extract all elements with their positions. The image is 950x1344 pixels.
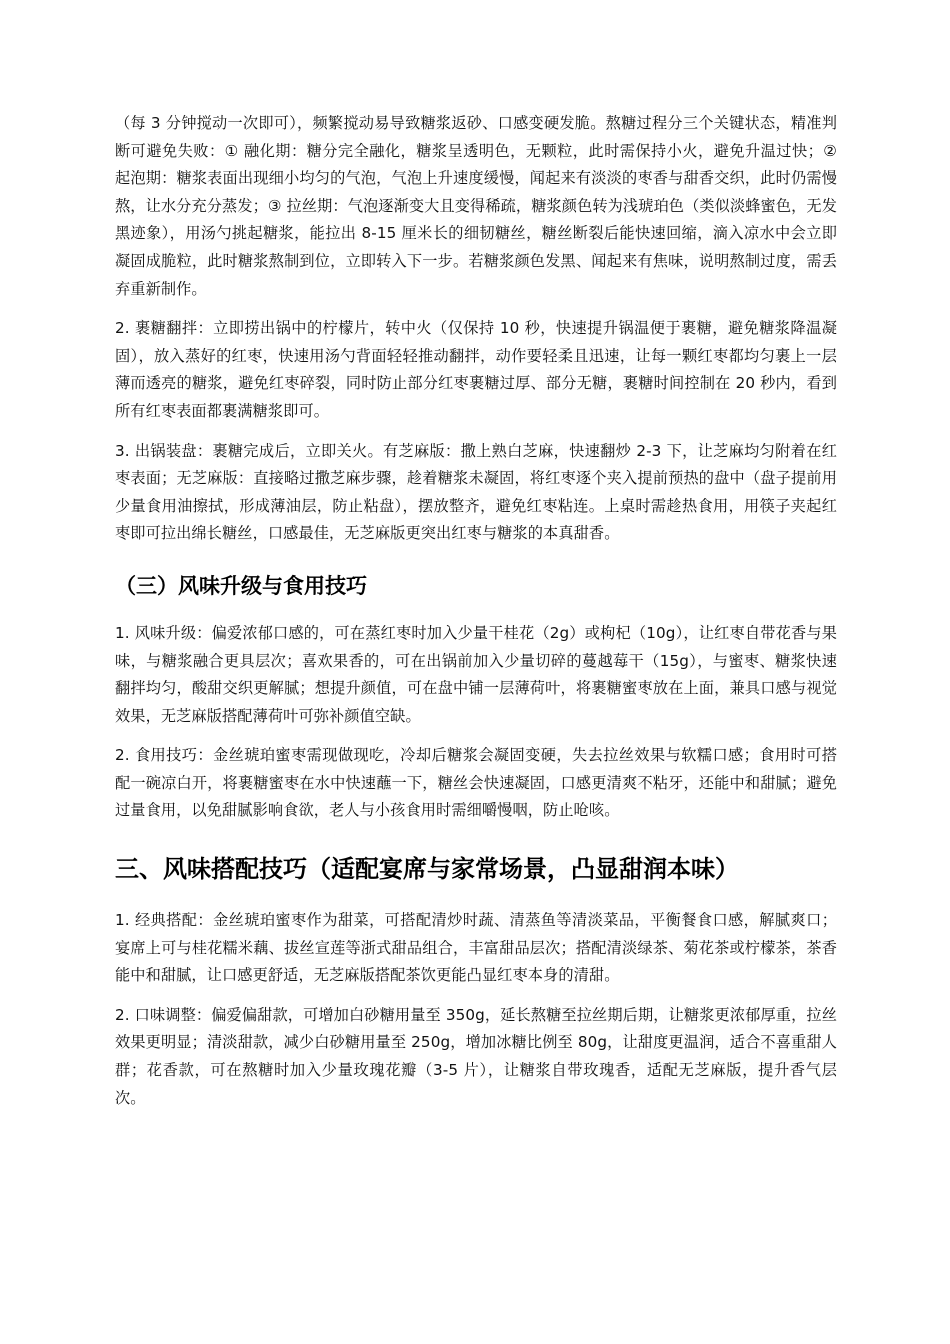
section-heading-flavor-upgrade: （三）风味升级与食用技巧	[115, 573, 367, 598]
paragraph-eating-tips: 2. 食用技巧：金丝琥珀蜜枣需现做现吃，冷却后糖浆会凝固变硬，失去拉丝效果与软糯口感；食用时可搭配一碗凉白开，将裹糖蜜枣在水中快速蘸一下，糖丝会快速凝固，口感更清爽不粘牙，还能中和甜腻；避免过量食用，以免甜腻影响食欲，老人与小孩食用时需细嚼慢咽，防止呛咳。	[115, 746, 837, 820]
paragraph-boiling-stages: （每 3 分钟搅动一次即可），频繁搅动易导致糖浆返砂、口感变硬发脆。熬糖过程分三个关键状态，精准判断可避免失败：① 融化期：糖分完全融化，糖浆呈透明色，无颗粒，此时需保持小火，避免升温过快；② 起泡期：糖浆表面出现细小均匀的气泡，气泡上升速度缓慢，闻起来有淡淡的枣香与甜香交织，此时仍需慢熬，让水分充分蒸发；③ 拉丝期：气泡逐渐变大且变得稀疏，糖浆颜色转为浅琥珀色（类似淡蜂蜜色，无发黑迹象），用汤勺挑起糖浆，能拉出 8-15 厘米长的细韧糖丝，糖丝断裂后能快速回缩，滴入凉水中会立即凝固成脆粒，此时糖浆熬制到位，立即转入下一步。若糖浆颜色发黑、闻起来有焦味，说明熬制过度，需丢弃重新制作。	[115, 114, 837, 298]
chapter-heading-flavor-pairing: 三、风味搭配技巧（适配宴席与家常场景，凸显甜润本味）	[115, 855, 739, 884]
document-page	[115, 110, 837, 1124]
paragraph-step-coating: 2. 裹糖翻拌：立即捞出锅中的柠檬片，转中火（仅保持 10 秒，快速提升锅温便于裹糖，避免糖浆降温凝固），放入蒸好的红枣，快速用汤勺背面轻轻推动翻拌，动作要轻柔且迅速，让每一颗红枣都均匀裹上一层薄而透亮的糖浆，避免红枣碎裂，同时防止部分红枣裹糖过厚、部分无糖，裹糖时间控制在 20 秒内，看到所有红枣表面都裹满糖浆即可。	[115, 319, 837, 420]
paragraph-taste-adjustment: 2. 口味调整：偏爱偏甜款，可增加白砂糖用量至 350g，延长熬糖至拉丝期后期，让糖浆更浓郁厚重，拉丝效果更明显；清淡甜款，减少白砂糖用量至 250g，增加冰糖比例至 80g，让甜度更温润，适合不喜重甜人群；花香款，可在熬糖时加入少量玫瑰花瓣（3-5 片），让糖浆自带玫瑰香，适配无芝麻版，提升香气层次。	[115, 1005, 837, 1107]
paragraph-classic-pairing: 1. 经典搭配：金丝琥珀蜜枣作为甜菜，可搭配清炒时蔬、清蒸鱼等清淡菜品，平衡餐食口感，解腻爽口；宴席上可与桂花糯米藕、拔丝宣莲等浙式甜品组合，丰富甜品层次；搭配清淡绿茶、菊花茶或柠檬茶，茶香能中和甜腻，让口感更舒适，无芝麻版搭配茶饮更能凸显红枣本身的清甜。	[115, 911, 837, 985]
paragraph-step-plating: 3. 出锅装盘：裹糖完成后，立即关火。有芝麻版：撒上熟白芝麻，快速翻炒 2-3 下，让芝麻均匀附着在红枣表面；无芝麻版：直接略过撒芝麻步骤，趁着糖浆未凝固，将红枣逐个夹入提前预热的盘中（盘子提前用少量食用油擦拭，形成薄油层，防止粘盘），摆放整齐，避免红枣粘连。上桌时需趁热食用，用筷子夹起红枣即可拉出绵长糖丝，口感最佳，无芝麻版更突出红枣与糖浆的本真甜香。	[115, 441, 837, 543]
paragraph-flavor-upgrade: 1. 风味升级：偏爱浓郁口感的，可在蒸红枣时加入少量干桂花（2g）或枸杞（10g），让红枣自带花香与果味，与糖浆融合更具层次；喜欢果香的，可在出锅前加入少量切碎的蔓越莓干（15g），与蜜枣、糖浆快速翻拌均匀，酸甜交织更解腻；想提升颜值，可在盘中铺一层薄荷叶，将裹糖蜜枣放在上面，兼具口感与视觉效果，无芝麻版搭配薄荷叶可弥补颜值空缺。	[115, 623, 837, 725]
